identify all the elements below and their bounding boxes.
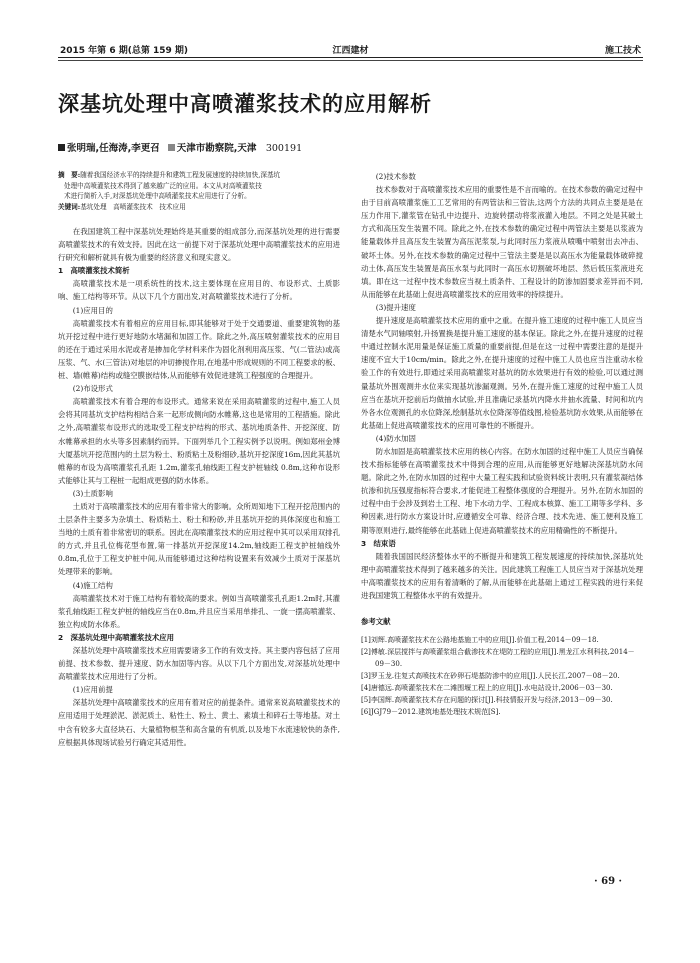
body-paragraph: 深基坑处理中高喷灌浆技术应用需要诸多工作的有效支持。其主要内容包括了应用前提、技术参数、提升速度、防水加固等内容。从以下几个方面出发,对深基坑处理中高喷灌浆技术应用进行了分析。 <box>58 646 340 682</box>
abstract-line: 术进行简析入手,对深基坑处理中高喷灌浆技术应用进行了分析。 <box>64 192 251 200</box>
body-paragraph: 高喷灌浆技术对于施工结构有着较高的要求。例如当高喷灌浆孔孔距1.2m时,其灌浆孔轴线距工程支护桩的轴线应当在0.8m,并且应当采用单排孔、一旋一摆高喷灌浆、独立构成防水体系。 <box>58 593 340 629</box>
subsection-heading: (3)土质影响 <box>72 488 113 498</box>
square-bullet-icon <box>58 144 65 151</box>
intro-paragraph: 在我国建筑工程中深基坑处理始终是其重要的组成部分,而深基坑处理的进行需要高喷灌浆技术的有效支持。因此在这一前提下对于深基坑处理中高喷灌浆技术的应用进行研究和解析就具有极为重要的经济意义和现实意义。 <box>58 227 340 263</box>
subsection-heading: (4)施工结构 <box>72 580 113 590</box>
subsection-heading: (1)应用前提 <box>72 685 113 695</box>
page-number: · 69 · <box>594 876 622 887</box>
keywords-text: 基坑处理 高喷灌浆技术 技术应用 <box>80 202 186 211</box>
subsection-heading: (4)防水加固 <box>375 433 416 443</box>
body-paragraph: 随着我国国民经济整体水平的不断提升和建筑工程发展速度的持续加快,深基坑处理中高喷灌浆技术得到了越来越多的关注。因此建筑工程施工人员应当对于深基坑处理中高喷灌浆技术的应用有着清晰的了解,从而能够在此基础上通过工程实践的进行来促进我国建筑工程整体水平的有效提升。 <box>361 551 643 600</box>
author-postcode: 300191 <box>265 143 303 154</box>
author-line <box>58 140 302 154</box>
author-names: 张明瑞,任海涛,李更召 <box>67 143 160 154</box>
keywords <box>58 202 340 213</box>
keywords-label: 关键词: <box>58 202 81 211</box>
abstract-line: 处理中高喷灌浆技术得到了越来越广泛的应用。本文从对高喷灌浆技 <box>64 181 262 190</box>
header-rule-thick <box>58 57 643 58</box>
issue-info: 2015 年第 6 期(总第 159 期) <box>60 46 188 56</box>
running-header <box>58 43 643 57</box>
author-affiliation: 天津市勘察院,天津 <box>176 143 257 154</box>
section-heading: 1 高喷灌浆技术简析 <box>58 266 130 276</box>
body-paragraph: 高喷灌浆技术有着相应的应用目标,即其能够对于处于交通要道、重要建筑物的基坑开挖过程中进行更好地防水堵漏和加固工作。除此之外,高压喷射灌浆技术的应用目的还在于通过采用水泥或者是掺加化学材料来作为固化剂利用高压浆、气(二管法)或高压浆、气、水(三管法)对地层的冲切掺搅作用,在地基中形成规则的不同工程要求的板、桩、墙(帷幕)结构或缝空膜嵌结体,从而能够有效促进建筑工程强度的合理提升。 <box>58 318 340 381</box>
subsection-heading: (1)应用目的 <box>72 305 113 315</box>
section-heading: 2 深基坑处理中高喷灌浆技术应用 <box>58 632 175 642</box>
subsection-heading: (2)布设形式 <box>72 384 113 394</box>
reference-item: [1]刘辉.高喷灌浆技术在公路地基施工中的应用[J].价值工程,2014－09－18. <box>361 636 599 645</box>
body-paragraph: 土质对于高喷灌浆技术的应用有着非常大的影响。众所周知地下工程开挖范围内的土层条件主要多为杂填土、粉质粘土、粉土和粉砂,并且基坑开挖的具体深度也和施工当地的土质有着非常密切的联系。因此在高喷灌浆技术的应用过程中其可以采用双排孔的方式,并且孔位梅花型布置,第一排基坑开挖深度14.2m,轴线距工程支护桩轴线外0.8m,孔位于工程支护桩中间,从而能够通过这种结构设置来有效减少土质对于深基坑处理带来的影响。 <box>58 501 340 577</box>
references-heading: 参考文献 <box>361 617 391 627</box>
body-paragraph: 深基坑处理中高喷灌浆技术的应用有着对应的前提条件。通常来说高喷灌浆技术的应用适用于处理淤泥、淤泥质土、粘性土、粉土、黄土、素填土和碎石土等地基。对土中含有较多大直径块石、大量植物根茎和高含量的有机质,以及地下水流速较快的条件,应根据具体现场试验另行确定其适用性。 <box>58 698 340 747</box>
subsection-heading: (2)技术参数 <box>375 172 416 181</box>
right-column <box>361 170 643 718</box>
reference-item: [4]唐德远.高喷灌浆技术在二滩围堰工程上的应用[J].水电站设计,2006－03－30. <box>361 684 613 693</box>
body-paragraph: 高喷灌浆技术是一项系统性的技术,这主要体现在应用目的、布设形式、土质影响、施工结构等环节。从以下几个方面出发,对高喷灌浆技术进行了分析。 <box>58 279 340 302</box>
subsection-heading: (3)提升速度 <box>375 302 416 312</box>
journal-name: 江西建材 <box>332 46 369 56</box>
body-paragraph: 提升速度是高喷灌浆技术应用的重中之重。在提升施工速度的过程中施工人员应当清楚水气同轴喷射,升扬置换是提升施工速度的基本保证。除此之外,在提升速度的过程中通过控制水泥用量是保证施工质量的重要前提,但是在这一过程中需要注意的是提升速度不宜大于10cm/min。除此之外,在提升速度的过程中施工人员也应当注重动水检验工作的有效进行,即通过采用高喷灌浆对基坑的防水效果进行有效的检验,可以通过测量基坑外围观测井水位来实现基坑渗漏观测。另外,在提升施工速度的过程中施工人员应当在基坑开挖前后均做抽水试验,并且准确记录基坑内降水井抽水流量、时间和坑内外各水位观测孔的水位降深,绘制基坑水位降深等值线图,检验基坑防水效果,从而能够在此基础上促进高喷灌浆技术的应用可靠性的不断提升。 <box>361 316 643 430</box>
section-name: 施工技术 <box>604 46 641 56</box>
body-paragraph: 防水加固是高喷灌浆技术应用的核心内容。在防水加固的过程中施工人员应当确保技术指标能够在高喷灌浆技术中得到合理的应用,从而能够更好地解决深基坑防水问题。除此之外,在防水加固的过程中大量工程实践和试验资料统计表明,只有灌浆凝结体抗渗和抗压强度指标符合要求,才能促进工程整体强度的合理提升。另外,在防水加固的过程中由于会涉及到岩土工程、地下水动力学、工程成本核算、施工工期等多学科、多种因素,进行防水方案设计时,应遵循安全可靠、经济合理、技术先进、施工便利及施工期等原则进行,最终能够在此基础上促进高喷灌浆技术的应用精确性的不断提升。 <box>361 446 643 535</box>
abstract-line: 随着我国经济水平的持续提升和建筑工程发展速度的持续加快,深基坑 <box>80 171 281 179</box>
article-title: 深基坑处理中高喷灌浆技术的应用解析 <box>58 92 432 116</box>
left-column <box>58 170 340 749</box>
section-heading: 3 结束语 <box>361 538 396 548</box>
body-paragraph: 技术参数对于高喷灌浆技术应用的重要性是不言而喻的。在技术参数的确定过程中由于目前高喷灌浆施工工艺常用的有两管法和三管法,这两个方法的共同点主要是是在压力作用下,灌浆管在钻孔中边提升、边旋转摆动将浆液灌入地层。不同之处是其破土方式和高压发生装置不同。除此之外,在技术参数的确定过程中两管法主要是以浆液为能量载体并且高压发生装置为高压泥浆泵,与此同时压力浆液从喷嘴中喷射出去冲击、破坏土体。另外,在技术参数的确定过程中三管法主要是是以高压水为能量载体破碎搅动土体,高压发生装置是高压水泵与此同时一高压水切割破坏地层、然后低压浆液进充填。即在这一过程中技术参数应当视土质条件、工程设计的防渗加固要求差异而不同,从而能够在此基础上促进高喷灌浆技术的应用效率的持续提升。 <box>361 185 643 299</box>
reference-item: [5]李国辉.高喷灌浆技术存在问题的探讨[J].科技情报开发与经济,2013－09－30. <box>361 696 613 705</box>
abstract <box>58 170 338 202</box>
reference-item: [3]罗玉龙.往复式高喷技术在砂卵石堤基防渗中的应用[J].人民长江,2007－08－20. <box>361 672 620 681</box>
header-rule-thin <box>58 60 643 61</box>
abstract-label: 摘 要: <box>58 171 81 179</box>
body-paragraph: 高喷灌浆技术有着合理的布设形式。通常来说在采用高喷灌浆的过程中,施工人员会将其同基坑支护结构相结合来一起形成侧向防水帷幕,这也是常用的工程措施。除此之外,高喷灌浆布设形式的选取受工程支护结构的形式、基坑地质条件、开挖深度、防水帷幕承担的水头等多因素制约而异。下面列举几个工程实例予以说明。例如郑州金博大厦基坑开挖范围内的土层为粉土、粉质粘土及粉细砂,基坑开挖深度16m,因此其基坑帷幕的布设为高喷灌浆孔孔距 1.2m,灌浆孔轴线距工程支护桩轴线 0.8m,这种布设形式能够让其与工程桩一起组成更强的防水体系。 <box>58 397 340 485</box>
reference-item: [2]傅敏.深层搅拌与高喷灌浆组合截渗技术在堤防工程的应用[J].黑龙江水利科技,2014－09－30. <box>361 648 635 669</box>
square-bullet-icon <box>168 144 175 151</box>
reference-item: [6]JGJ79－2012.建筑地基处理技术规范[S]. <box>361 708 501 717</box>
